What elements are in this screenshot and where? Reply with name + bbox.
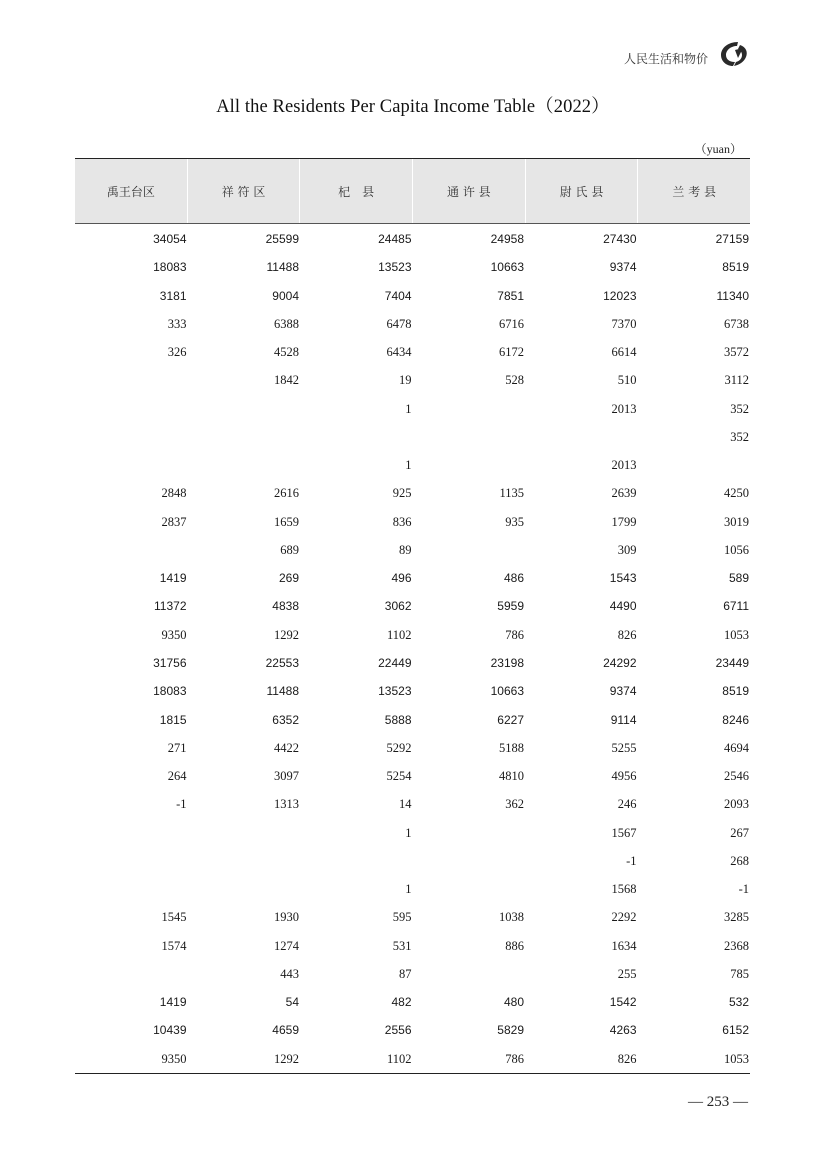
table-cell: 9350 — [161, 627, 187, 642]
table-cell: 1313 — [274, 797, 299, 812]
table-cell: 6227 — [497, 712, 524, 727]
column-header: 禹王台区 — [75, 159, 188, 223]
table-cell — [188, 875, 301, 903]
table-cell: 1567 — [611, 825, 637, 840]
table-cell: 255 — [617, 966, 637, 981]
table-cell: 1543 — [609, 571, 637, 586]
table-cell: 246 — [617, 797, 637, 812]
table-row — [75, 762, 750, 790]
table-cell: 2848 — [161, 486, 187, 501]
table-cell: 268 — [730, 853, 749, 868]
table-cell: 25599 — [265, 232, 299, 246]
column-header: 通 许 县 — [413, 159, 526, 223]
table-cell: 4263 — [609, 1023, 637, 1038]
table-cell: 22553 — [265, 655, 299, 670]
table-cell — [413, 819, 526, 847]
table-cell: 23449 — [715, 655, 749, 670]
table-cell: 5888 — [384, 712, 412, 727]
column-header: 杞 县 — [300, 159, 413, 223]
table-cell: 1274 — [274, 938, 299, 953]
table-cell: 6478 — [386, 316, 412, 331]
table-cell: 1542 — [609, 995, 637, 1010]
table-cell: 4422 — [274, 740, 299, 755]
table-cell: 826 — [617, 1051, 637, 1066]
table-cell: 5188 — [499, 740, 524, 755]
table-cell: 352 — [730, 401, 749, 416]
table-cell: 34054 — [153, 232, 187, 246]
table-row — [75, 225, 750, 253]
table-cell: 836 — [392, 514, 412, 529]
table-row — [75, 508, 750, 536]
table-cell: 2013 — [611, 458, 637, 473]
table-cell: 13523 — [378, 260, 412, 275]
table-cell: 7851 — [497, 288, 524, 303]
table-cell: 1815 — [159, 712, 187, 727]
table-cell: 6711 — [723, 599, 749, 614]
table-cell — [413, 536, 526, 564]
income-table — [75, 158, 750, 1073]
table-cell — [188, 847, 301, 875]
table-cell: 480 — [503, 995, 524, 1010]
table-cell: 11488 — [266, 684, 299, 699]
table-cell: 4528 — [274, 345, 299, 360]
table-cell: 4956 — [611, 769, 637, 784]
table-cell: 333 — [167, 316, 187, 331]
table-cell: 18083 — [153, 260, 187, 275]
table-cell: 269 — [278, 571, 299, 586]
table-cell — [75, 875, 188, 903]
table-row — [75, 423, 750, 451]
table-header — [75, 158, 750, 224]
table-cell: 23198 — [490, 655, 524, 670]
table-cell: 935 — [505, 514, 524, 529]
table-cell: 1419 — [159, 995, 187, 1010]
table-cell: 309 — [617, 542, 637, 557]
table-row — [75, 677, 750, 705]
table-cell: 24292 — [603, 655, 637, 670]
table-cell: 6352 — [272, 712, 299, 727]
table-cell: 4838 — [272, 599, 299, 614]
table-row — [75, 847, 750, 875]
table-cell: 4694 — [724, 740, 749, 755]
table-cell: 352 — [730, 429, 749, 444]
table-cell: 31756 — [153, 655, 187, 670]
table-cell: 1 — [405, 401, 412, 416]
table-cell: 1 — [405, 882, 412, 897]
table-cell: 1292 — [274, 1051, 299, 1066]
page-number: — 253 — — [688, 1094, 748, 1110]
table-cell — [525, 423, 638, 451]
table-cell: 2368 — [724, 938, 749, 953]
table-cell: 1135 — [499, 486, 524, 501]
table-cell — [188, 819, 301, 847]
table-cell — [75, 366, 188, 394]
table-cell: 89 — [399, 542, 412, 557]
table-row — [75, 395, 750, 423]
table-cell: 8246 — [722, 712, 749, 727]
table-cell: 3285 — [724, 910, 749, 925]
table-cell: 9374 — [609, 684, 637, 699]
table-cell: 5829 — [497, 1023, 524, 1038]
table-row — [75, 1045, 750, 1073]
table-cell: 2013 — [611, 401, 637, 416]
table-cell: 1 — [405, 458, 412, 473]
table-cell: 326 — [167, 345, 187, 360]
table-cell: 589 — [728, 571, 749, 586]
table-cell: 786 — [505, 1051, 524, 1066]
table-cell: 5292 — [386, 740, 412, 755]
table-cell: 27430 — [603, 232, 637, 246]
table-cell: 2292 — [611, 910, 637, 925]
column-header: 兰 考 县 — [672, 184, 717, 199]
table-cell: 87 — [399, 966, 412, 981]
table-row — [75, 960, 750, 988]
table-cell: 2556 — [384, 1023, 412, 1038]
table-cell — [300, 847, 413, 875]
table-cell: 24958 — [490, 232, 524, 246]
table-cell: 10439 — [153, 1023, 187, 1038]
table-cell: 6434 — [386, 345, 412, 360]
table-cell: 2546 — [724, 769, 749, 784]
table-row — [75, 310, 750, 338]
table-cell: 4810 — [499, 769, 524, 784]
table-row — [75, 366, 750, 394]
table-cell: 7404 — [384, 288, 412, 303]
table-cell: 786 — [505, 627, 524, 642]
table-cell: 482 — [391, 995, 412, 1010]
table-cell: 3062 — [384, 599, 412, 614]
table-cell: 12023 — [603, 288, 637, 303]
table-cell: 4250 — [724, 486, 749, 501]
publication-logo-icon — [716, 36, 752, 72]
table-row — [75, 988, 750, 1016]
table-cell: 4490 — [609, 599, 637, 614]
table-cell: 510 — [617, 373, 637, 388]
table-row — [75, 903, 750, 931]
table-cell: 9350 — [161, 1051, 187, 1066]
table-cell — [413, 395, 526, 423]
table-row — [75, 649, 750, 677]
table-row — [75, 706, 750, 734]
table-cell: 1799 — [611, 514, 637, 529]
table-cell: 22449 — [378, 655, 412, 670]
table-cell — [413, 451, 526, 479]
table-cell: 1659 — [274, 514, 299, 529]
table-row — [75, 790, 750, 818]
table-cell: 13523 — [378, 684, 412, 699]
table-cell: 6716 — [499, 316, 524, 331]
table-cell: 2616 — [274, 486, 299, 501]
table-cell — [75, 395, 188, 423]
table-cell: 1568 — [611, 882, 637, 897]
table-cell: 11488 — [266, 260, 299, 275]
table-cell: 5255 — [611, 740, 637, 755]
table-cell: 3112 — [724, 373, 749, 388]
table-cell: 1053 — [724, 627, 749, 642]
table-cell: 3097 — [274, 769, 299, 784]
table-cell — [75, 451, 188, 479]
table-cell: -1 — [738, 882, 749, 897]
table-row — [75, 734, 750, 762]
table-cell — [188, 451, 301, 479]
table-cell: 486 — [503, 571, 524, 586]
unit-label: （yuan） — [694, 142, 742, 156]
table-cell — [75, 960, 188, 988]
table-cell: 689 — [280, 542, 299, 557]
table-cell: 54 — [285, 995, 299, 1010]
table-row — [75, 451, 750, 479]
table-row — [75, 621, 750, 649]
table-cell: 6388 — [274, 316, 299, 331]
table-row — [75, 819, 750, 847]
table-cell: 532 — [728, 995, 749, 1010]
table-row — [75, 932, 750, 960]
table-cell — [300, 423, 413, 451]
table-cell: 531 — [392, 938, 412, 953]
table-cell: 5959 — [497, 599, 524, 614]
table-cell: 10663 — [490, 684, 524, 699]
table-cell: 5254 — [386, 769, 412, 784]
table-cell: 1419 — [159, 571, 187, 586]
table-cell — [413, 847, 526, 875]
table-cell: 886 — [505, 938, 524, 953]
table-cell: 3572 — [724, 345, 749, 360]
table-row — [75, 875, 750, 903]
table-cell: 1842 — [274, 373, 299, 388]
table-cell: 14 — [399, 797, 412, 812]
table-cell: 925 — [392, 486, 412, 501]
table-cell: 10663 — [490, 260, 524, 275]
table-cell: 3181 — [159, 288, 187, 303]
table-cell — [413, 960, 526, 988]
table-cell: 1930 — [274, 910, 299, 925]
table-cell: -1 — [626, 853, 637, 868]
table-cell: 6738 — [724, 316, 749, 331]
table-cell: 9114 — [610, 712, 637, 727]
table-cell: 1292 — [274, 627, 299, 642]
table-cell: 2837 — [161, 514, 187, 529]
table-cell — [75, 819, 188, 847]
table-row — [75, 536, 750, 564]
table-row — [75, 253, 750, 281]
table-cell: 785 — [730, 966, 749, 981]
table-row — [75, 592, 750, 620]
table-cell: 271 — [167, 740, 187, 755]
table-cell: 18083 — [153, 684, 187, 699]
table-row — [75, 479, 750, 507]
table-cell: 1053 — [724, 1051, 749, 1066]
running-head: 人民生活和物价 — [623, 52, 708, 66]
table-cell: 1574 — [161, 938, 187, 953]
table-cell: 8519 — [722, 684, 749, 699]
table-cell: 6614 — [611, 345, 637, 360]
table-cell: 496 — [391, 571, 412, 586]
table-cell: 528 — [505, 373, 524, 388]
table-cell — [413, 875, 526, 903]
table-cell: 1102 — [386, 627, 412, 642]
table-cell: 7370 — [611, 316, 637, 331]
table-cell — [413, 423, 526, 451]
table-cell: 6172 — [499, 345, 524, 360]
table-cell: 1056 — [724, 542, 749, 557]
table-cell — [75, 847, 188, 875]
table-cell: 2093 — [724, 797, 749, 812]
table-cell: 11372 — [154, 599, 187, 614]
table-cell — [75, 536, 188, 564]
table-bottom-rule — [75, 1073, 750, 1074]
table-cell: 443 — [280, 966, 299, 981]
table-cell: 11340 — [716, 288, 749, 303]
table-cell: 362 — [505, 797, 524, 812]
table-row — [75, 564, 750, 592]
table-cell: 19 — [399, 373, 412, 388]
table-cell: 1102 — [386, 1051, 412, 1066]
table-cell: 1545 — [161, 910, 187, 925]
column-header: 尉 氏 县 — [526, 159, 639, 223]
table-cell: 1038 — [499, 910, 524, 925]
table-cell: 1634 — [611, 938, 637, 953]
table-cell: -1 — [176, 797, 187, 812]
table-cell: 2639 — [611, 486, 637, 501]
table-cell: 9374 — [609, 260, 637, 275]
table-row — [75, 282, 750, 310]
table-cell: 8519 — [722, 260, 749, 275]
table-cell — [638, 451, 751, 479]
table-cell — [188, 395, 301, 423]
table-row — [75, 1016, 750, 1044]
table-body — [75, 224, 750, 1073]
table-cell: 1 — [405, 825, 412, 840]
table-cell: 27159 — [715, 232, 749, 246]
table-cell: 24485 — [378, 232, 412, 246]
table-cell — [75, 423, 188, 451]
table-cell: 264 — [167, 769, 187, 784]
table-cell: 9004 — [272, 288, 299, 303]
table-cell: 4659 — [272, 1023, 299, 1038]
table-cell: 3019 — [724, 514, 749, 529]
table-cell: 595 — [392, 910, 412, 925]
table-cell: 267 — [730, 825, 749, 840]
table-cell — [188, 423, 301, 451]
table-row — [75, 338, 750, 366]
table-cell: 826 — [617, 627, 637, 642]
table-cell: 6152 — [722, 1023, 749, 1038]
page-title: All the Residents Per Capita Income Table（2022） — [216, 97, 610, 117]
column-header: 祥 符 区 — [188, 159, 301, 223]
